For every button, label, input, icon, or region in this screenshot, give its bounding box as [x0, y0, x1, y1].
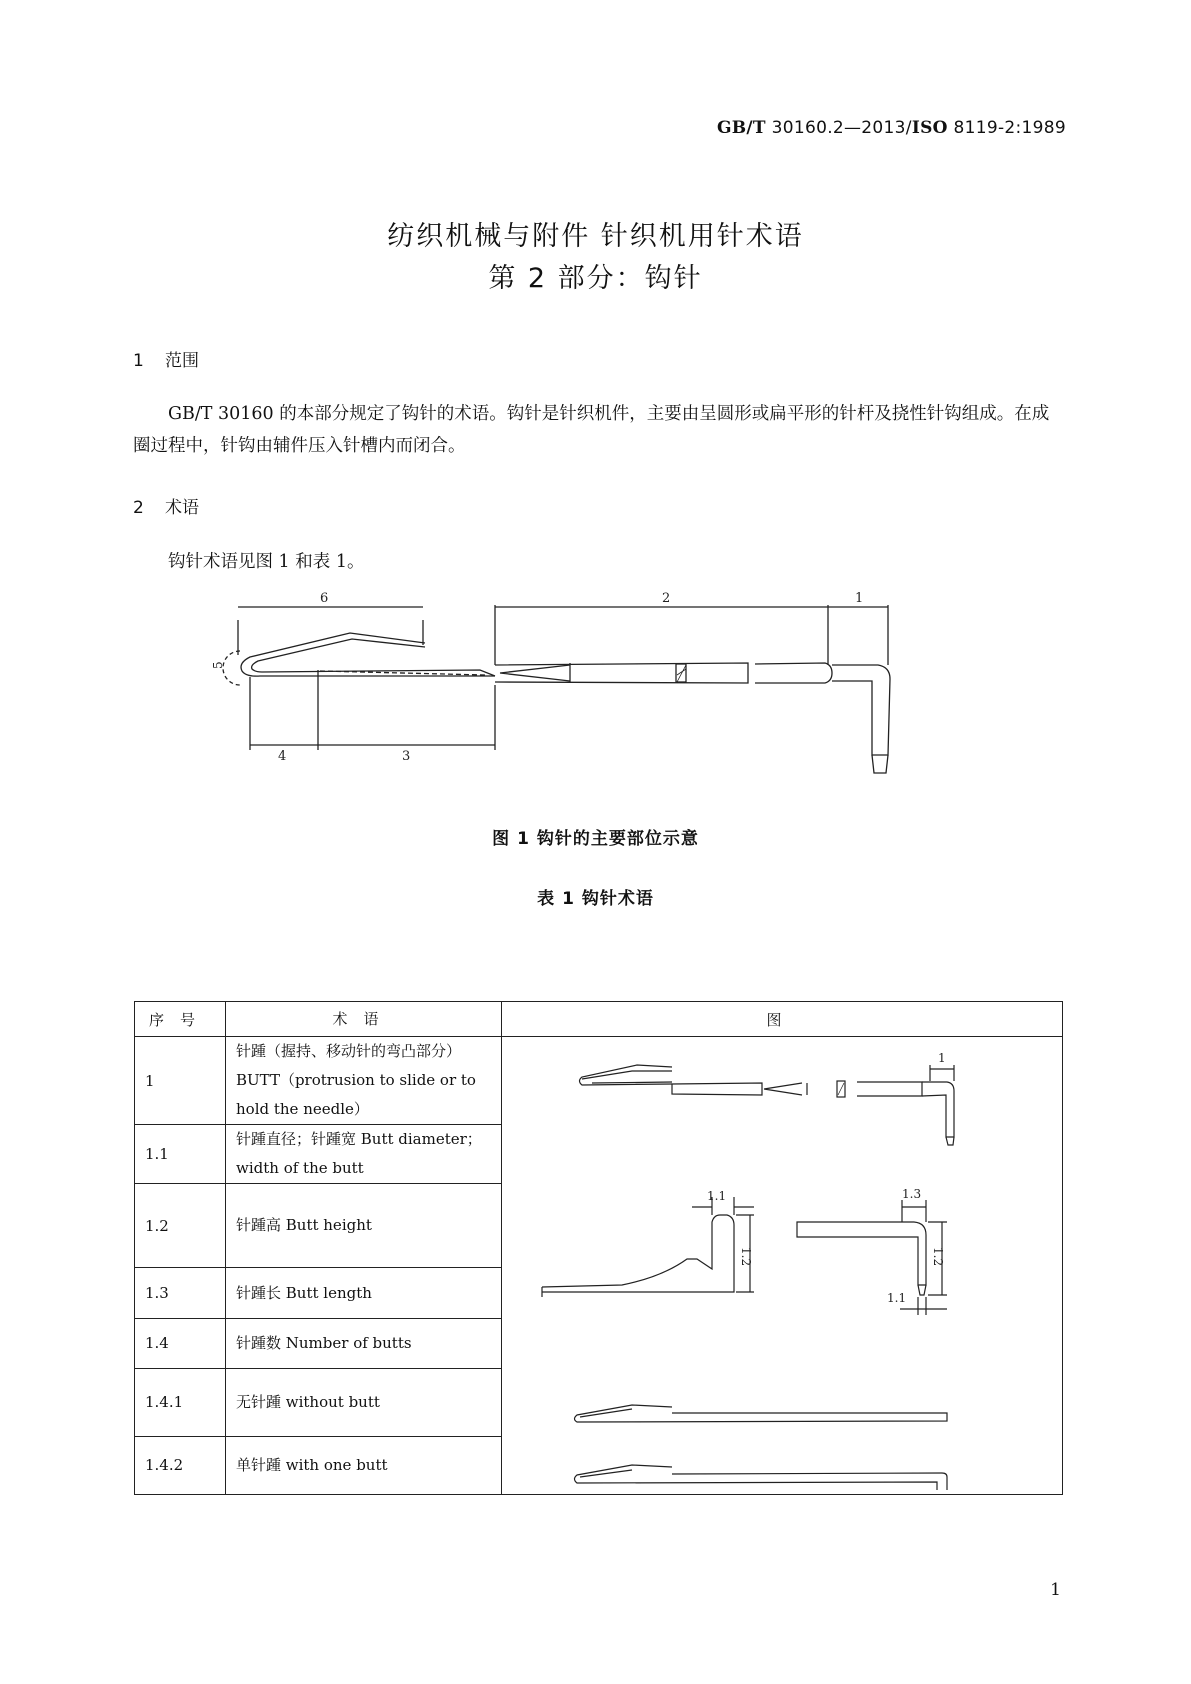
dim-label-6: 6: [320, 591, 329, 606]
standard-number: GB/T 30160.2—2013/ISO 8119-2:1989: [716, 118, 1066, 138]
table-row: 1.4.2 单针踵 with one butt: [135, 1436, 1063, 1494]
header-figure: 图: [502, 1002, 1063, 1037]
dim-label-3: 3: [402, 749, 411, 764]
table-row: 1.2 针踵高 Butt height: [135, 1184, 1063, 1268]
document-title: 纺织机械与附件 针织机用针术语: [387, 221, 804, 252]
table-row: 1 针踵（握持、移动针的弯凸部分） BUTT（protrusion to slide or to hold the needle） 1 1.1 1.2 1.3 1.2 1.1: [135, 1037, 1063, 1125]
dim-label-4: 4: [278, 749, 287, 764]
table-figures: [502, 1037, 1025, 1490]
table-row: 1.1 针踵直径；针踵宽 Butt diameter；width of the butt: [135, 1125, 1063, 1184]
table-row: 1.4 针踵数 Number of butts: [135, 1318, 1063, 1368]
svg-text:1.1: 1.1: [887, 1291, 907, 1305]
scope-paragraph: GB/T 30160 的本部分规定了钩针的术语。钩针是针织机件，主要由呈圆形或扁平形的针杆及挠性针钩组成。在成圈过程中，针钩由辅件压入针槽内而闭合。: [133, 404, 1050, 456]
table-figures-cell: [502, 1037, 1063, 1495]
section-heading-scope: 1 范围: [133, 351, 199, 371]
svg-text:1.2: 1.2: [739, 1247, 753, 1267]
terms-table: [134, 1001, 1063, 1495]
dim-label-1: 1: [855, 591, 864, 606]
table-1-caption: 表 1 钩针术语: [537, 889, 654, 909]
section-heading-terms: 2 术语: [133, 498, 199, 518]
svg-text:1.1: 1.1: [707, 1189, 727, 1203]
svg-text:1.3: 1.3: [902, 1187, 922, 1201]
terms-paragraph: 钩针术语见图 1 和表 1。: [168, 552, 365, 572]
figure-1-needle-drawing: [200, 585, 920, 790]
page-number: 1: [1050, 1580, 1061, 1600]
header-no: 序号: [135, 1002, 226, 1037]
table-row: 1.3 针踵长 Butt length: [135, 1268, 1063, 1318]
table-row: 1.4.1 无针踵 without butt: [135, 1368, 1063, 1436]
figure-1-caption: 图 1 钩针的主要部位示意: [492, 829, 699, 849]
document-subtitle: 第 2 部分：钩针: [488, 263, 703, 294]
header-term: 术语: [226, 1002, 502, 1037]
svg-text:1: 1: [938, 1051, 946, 1065]
table-header-row: [135, 1002, 1063, 1037]
dim-label-5: 5: [211, 661, 225, 669]
svg-text:1.2: 1.2: [931, 1247, 945, 1267]
dim-label-2: 2: [662, 591, 671, 606]
